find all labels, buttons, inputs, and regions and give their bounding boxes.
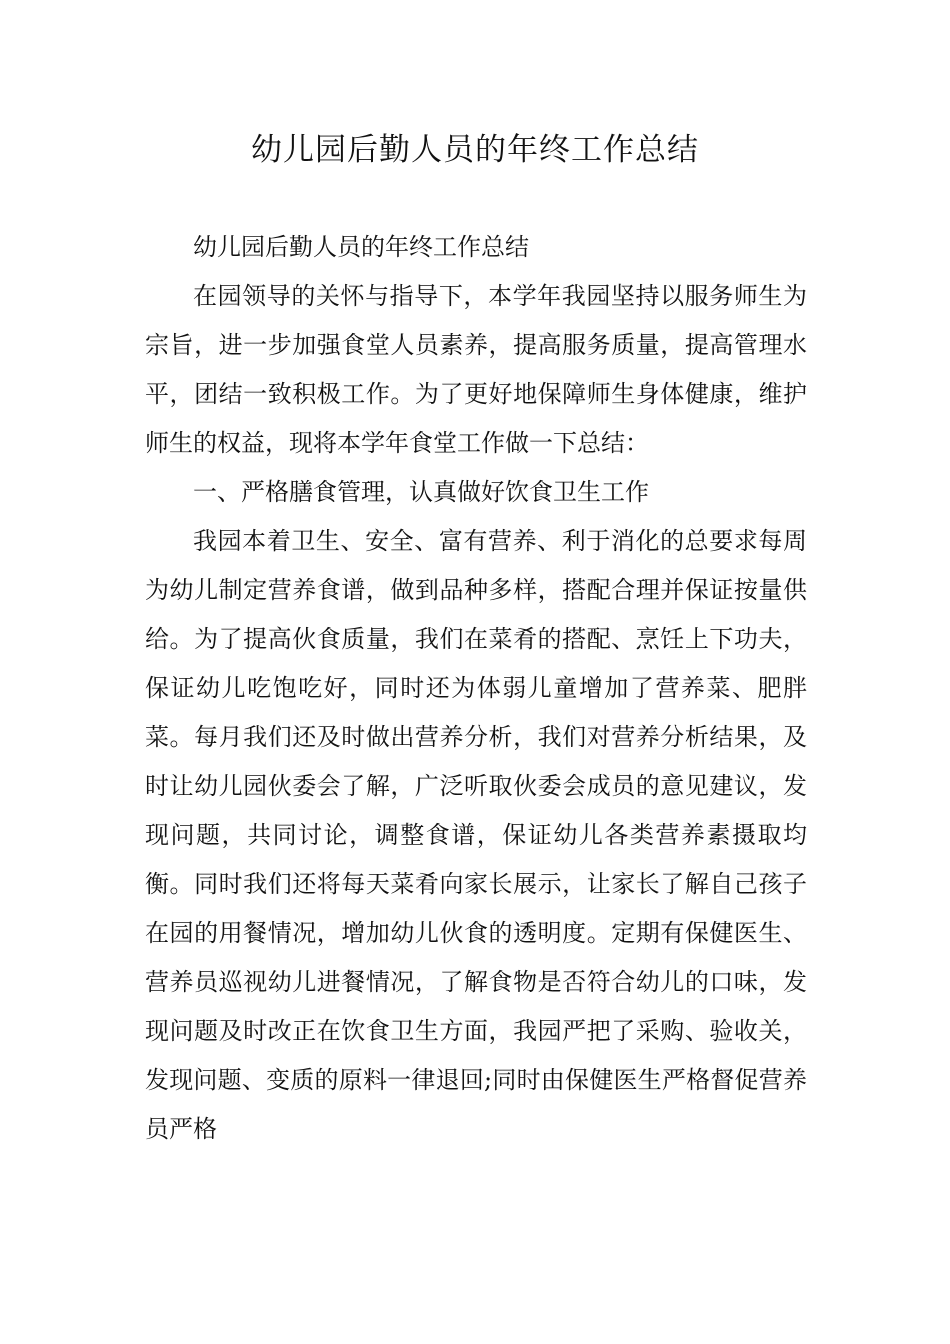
document-body bbox=[145, 223, 807, 1154]
section-heading-1: 一、严格膳食管理，认真做好饮食卫生工作 bbox=[193, 478, 649, 506]
document-title: 幼儿园后勤人员的年终工作总结 bbox=[251, 132, 699, 168]
paragraph-subtitle: 幼儿园后勤人员的年终工作总结 bbox=[193, 233, 529, 261]
paragraph-section-1: 我园本着卫生、安全、富有营养、利于消化的总要求每周为幼儿制定营养食谱，做到品种多样，搭配合理并保证按量供给。为了提高伙食质量，我们在菜肴的搭配、烹饪上下功夫，保证幼儿吃饱吃好，同时还为体弱儿童增加了营养菜、肥胖菜。每月我们还及时做出营养分析，我们对营养分析结果，及时让幼儿园伙委会了解，广泛听取伙委会成员的意见建议，发现问题，共同讨论，调整食谱，保证幼儿各类营养素摄取均衡。同时我们还将每天菜肴向家长展示，让家长了解自己孩子在园的用餐情况，增加幼儿伙食的透明度。定期有保健医生、营养员巡视幼儿进餐情况，了解食物是否符合幼儿的口味，发现问题及时改正在饮食卫生方面，我园严把了采购、验收关，发现问题、变质的原料一律退回;同时由保健医生严格督促营养员严格 bbox=[145, 527, 807, 1143]
paragraph-intro: 在园领导的关怀与指导下，本学年我园坚持以服务师生为宗旨，进一步加强食堂人员素养，提高服务质量，提高管理水平，团结一致积极工作。为了更好地保障师生身体健康，维护师生的权益，现将本学年食堂工作做一下总结： bbox=[145, 282, 807, 457]
